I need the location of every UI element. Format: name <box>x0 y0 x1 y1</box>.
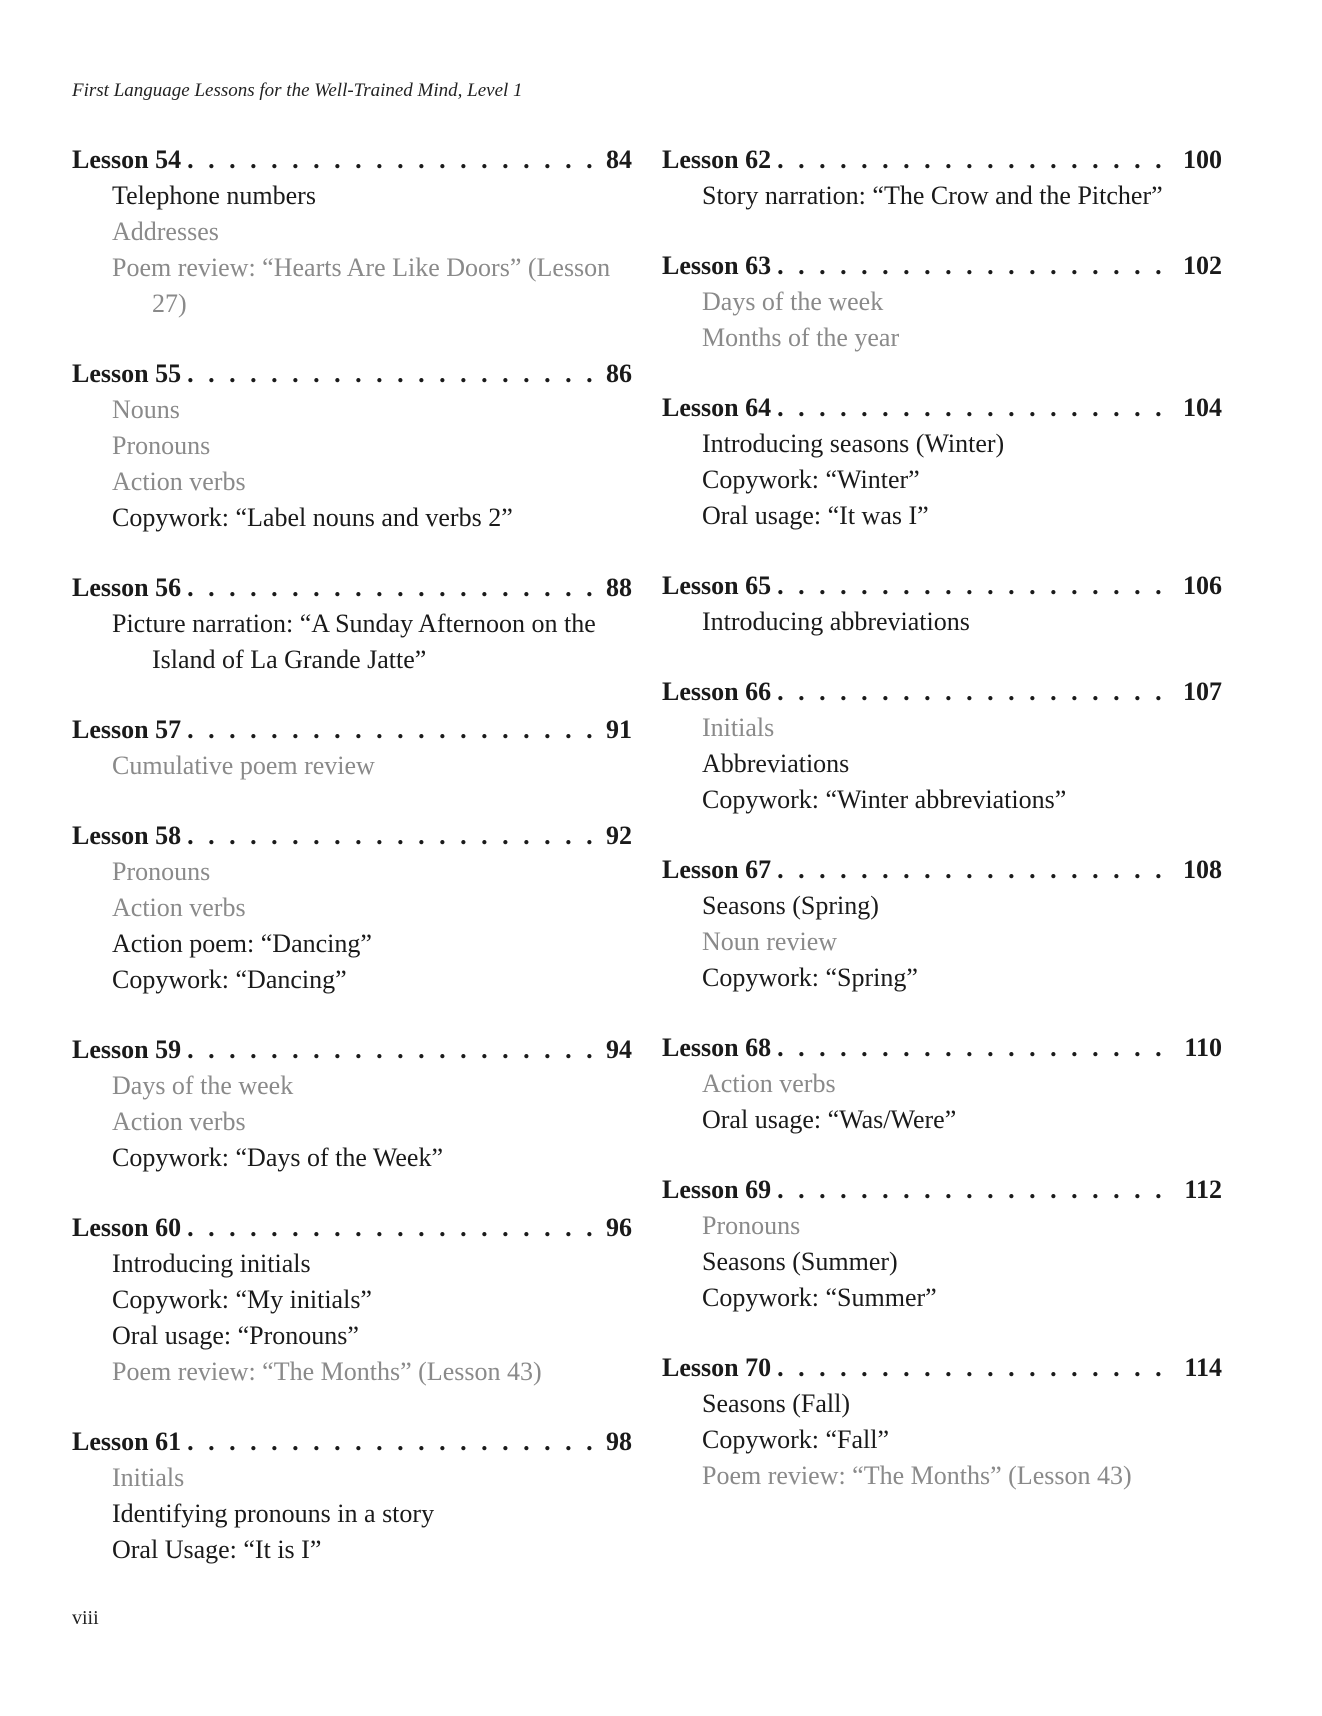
toc-entry-heading <box>72 1424 632 1460</box>
lesson-topic-list <box>662 1386 1222 1494</box>
dot-leader <box>187 142 596 178</box>
lesson-page-number: 106 <box>1183 571 1222 600</box>
lesson-page-number: 92 <box>606 821 632 850</box>
toc-entry <box>662 852 1222 996</box>
toc-entry-heading <box>72 1032 632 1068</box>
toc-entry <box>662 674 1222 818</box>
new-topic: Copywork: “Dancing” <box>112 965 347 994</box>
new-topic: Oral Usage: “It is I” <box>112 1535 322 1564</box>
lesson-page-number: 114 <box>1184 1353 1222 1382</box>
toc-entry <box>72 818 632 998</box>
new-topic: Seasons (Spring) <box>702 891 879 920</box>
lesson-topic-list <box>662 1208 1222 1316</box>
lesson-topic-list <box>72 854 632 998</box>
lesson-page-number: 91 <box>606 715 632 744</box>
dot-leader <box>187 1210 596 1246</box>
dot-leader <box>187 712 596 748</box>
lesson-topic-list <box>72 392 632 536</box>
toc-entry <box>662 568 1222 640</box>
review-topic: Noun review <box>702 927 838 956</box>
new-topic: Telephone numbers <box>112 181 316 210</box>
toc-right-column <box>662 142 1222 1528</box>
lesson-topic-list <box>662 710 1222 818</box>
lesson-title: Lesson 67 <box>662 855 772 884</box>
toc-entry-heading <box>662 142 1222 178</box>
lesson-title: Lesson 65 <box>662 571 772 600</box>
lesson-title: Lesson 70 <box>662 1353 772 1382</box>
review-topic: Action verbs <box>112 1107 246 1136</box>
review-topic: Months of the year <box>702 323 900 352</box>
toc-entry-heading <box>72 570 632 606</box>
lesson-title: Lesson 69 <box>662 1175 772 1204</box>
lesson-page-number: 98 <box>606 1427 632 1456</box>
running-head: First Language Lessons for the Well-Trained Mind, Level 1 <box>72 80 523 101</box>
toc-entry-heading <box>662 1350 1222 1386</box>
lesson-page-number: 108 <box>1183 855 1222 884</box>
lesson-page-number: 96 <box>606 1213 632 1242</box>
toc-entry-heading <box>662 852 1222 888</box>
review-topic: Action verbs <box>702 1069 836 1098</box>
new-topic: Picture narration: “A Sunday Afternoon on the Island of La Grande Jatte” <box>112 609 596 674</box>
new-topic: Copywork: “Summer” <box>702 1283 937 1312</box>
lesson-title: Lesson 56 <box>72 573 182 602</box>
new-topic: Copywork: “Fall” <box>702 1425 890 1454</box>
toc-entry <box>662 1030 1222 1138</box>
review-topic: Pronouns <box>112 431 211 460</box>
lesson-topic-list <box>662 888 1222 996</box>
toc-entry <box>72 1424 632 1568</box>
toc-entry <box>662 1350 1222 1494</box>
lesson-title: Lesson 68 <box>662 1033 772 1062</box>
dot-leader <box>187 1424 596 1460</box>
toc-entry-heading <box>72 356 632 392</box>
page-number: viii <box>72 1607 99 1629</box>
review-topic: Days of the week <box>112 1071 294 1100</box>
lesson-topic-list <box>72 606 632 678</box>
lesson-page-number: 107 <box>1183 677 1222 706</box>
lesson-title: Lesson 61 <box>72 1427 182 1456</box>
lesson-page-number: 88 <box>606 573 632 602</box>
review-topic: Initials <box>112 1463 185 1492</box>
review-topic: Days of the week <box>702 287 884 316</box>
dot-leader <box>777 1350 1174 1386</box>
review-topic: Pronouns <box>702 1211 801 1240</box>
lesson-topic-list <box>72 1460 632 1568</box>
review-topic: Poem review: “The Months” (Lesson 43) <box>112 1357 542 1386</box>
dot-leader <box>777 1172 1174 1208</box>
lesson-page-number: 94 <box>606 1035 632 1064</box>
dot-leader <box>777 248 1173 284</box>
dot-leader <box>187 570 596 606</box>
toc-entry-heading <box>662 674 1222 710</box>
toc-entry <box>662 142 1222 214</box>
new-topic: Oral usage: “Pronouns” <box>112 1321 359 1350</box>
lesson-topic-list <box>72 748 632 784</box>
toc-entry-heading <box>662 1172 1222 1208</box>
review-topic: Nouns <box>112 395 180 424</box>
lesson-topic-list <box>662 284 1222 356</box>
dot-leader <box>187 818 596 854</box>
lesson-topic-list <box>662 426 1222 534</box>
toc-entry <box>72 1210 632 1390</box>
review-topic: Pronouns <box>112 857 211 886</box>
new-topic: Oral usage: “It was I” <box>702 501 929 530</box>
lesson-topic-list <box>662 1066 1222 1138</box>
new-topic: Copywork: “Winter” <box>702 465 920 494</box>
review-topic: Poem review: “The Months” (Lesson 43) <box>702 1461 1132 1490</box>
new-topic: Seasons (Fall) <box>702 1389 851 1418</box>
review-topic: Poem review: “Hearts Are Like Doors” (Lesson 27) <box>112 253 611 318</box>
lesson-page-number: 84 <box>606 145 632 174</box>
lesson-page-number: 100 <box>1183 145 1222 174</box>
new-topic: Seasons (Summer) <box>702 1247 898 1276</box>
new-topic: Introducing abbreviations <box>702 607 970 636</box>
dot-leader <box>777 1030 1174 1066</box>
lesson-title: Lesson 55 <box>72 359 182 388</box>
new-topic: Introducing seasons (Winter) <box>702 429 1005 458</box>
dot-leader <box>777 568 1173 604</box>
toc-entry <box>72 570 632 678</box>
new-topic: Copywork: “Days of the Week” <box>112 1143 444 1172</box>
lesson-page-number: 104 <box>1183 393 1222 422</box>
new-topic: Abbreviations <box>702 749 850 778</box>
lesson-page-number: 86 <box>606 359 632 388</box>
review-topic: Initials <box>702 713 775 742</box>
new-topic: Copywork: “Label nouns and verbs 2” <box>112 503 513 532</box>
toc-entry-heading <box>72 818 632 854</box>
new-topic: Copywork: “My initials” <box>112 1285 372 1314</box>
lesson-title: Lesson 62 <box>662 145 772 174</box>
toc-entry-heading <box>72 712 632 748</box>
new-topic: Action poem: “Dancing” <box>112 929 372 958</box>
lesson-page-number: 102 <box>1183 251 1222 280</box>
toc-entry <box>662 390 1222 534</box>
new-topic: Copywork: “Spring” <box>702 963 918 992</box>
toc-entry <box>72 356 632 536</box>
toc-entry-heading <box>72 1210 632 1246</box>
lesson-title: Lesson 58 <box>72 821 182 850</box>
toc-entry <box>72 1032 632 1176</box>
dot-leader <box>777 390 1173 426</box>
lesson-page-number: 112 <box>1184 1175 1222 1204</box>
new-topic: Identifying pronouns in a story <box>112 1499 435 1528</box>
review-topic: Addresses <box>112 217 219 246</box>
toc-entry <box>662 248 1222 356</box>
review-topic: Action verbs <box>112 893 246 922</box>
lesson-title: Lesson 63 <box>662 251 772 280</box>
toc-entry-heading <box>72 142 632 178</box>
lesson-topic-list <box>662 604 1222 640</box>
toc-entry-heading <box>662 248 1222 284</box>
new-topic: Story narration: “The Crow and the Pitcher” <box>702 181 1163 210</box>
lesson-topic-list <box>72 1246 632 1390</box>
review-topic: Action verbs <box>112 467 246 496</box>
review-topic: Cumulative poem review <box>112 751 375 780</box>
dot-leader <box>777 674 1173 710</box>
toc-entry <box>662 1172 1222 1316</box>
toc-entry <box>72 712 632 784</box>
new-topic: Copywork: “Winter abbreviations” <box>702 785 1067 814</box>
lesson-title: Lesson 60 <box>72 1213 182 1242</box>
toc-entry <box>72 142 632 322</box>
lesson-title: Lesson 59 <box>72 1035 182 1064</box>
lesson-topic-list <box>72 1068 632 1176</box>
dot-leader <box>187 356 596 392</box>
lesson-page-number: 110 <box>1184 1033 1222 1062</box>
lesson-topic-list <box>662 178 1222 214</box>
dot-leader <box>777 852 1173 888</box>
toc-left-column <box>72 142 632 1602</box>
lesson-title: Lesson 66 <box>662 677 772 706</box>
lesson-title: Lesson 57 <box>72 715 182 744</box>
dot-leader <box>187 1032 596 1068</box>
toc-entry-heading <box>662 1030 1222 1066</box>
new-topic: Introducing initials <box>112 1249 311 1278</box>
toc-entry-heading <box>662 568 1222 604</box>
new-topic: Oral usage: “Was/Were” <box>702 1105 957 1134</box>
lesson-title: Lesson 54 <box>72 145 182 174</box>
toc-entry-heading <box>662 390 1222 426</box>
lesson-topic-list <box>72 178 632 322</box>
lesson-title: Lesson 64 <box>662 393 772 422</box>
dot-leader <box>777 142 1173 178</box>
